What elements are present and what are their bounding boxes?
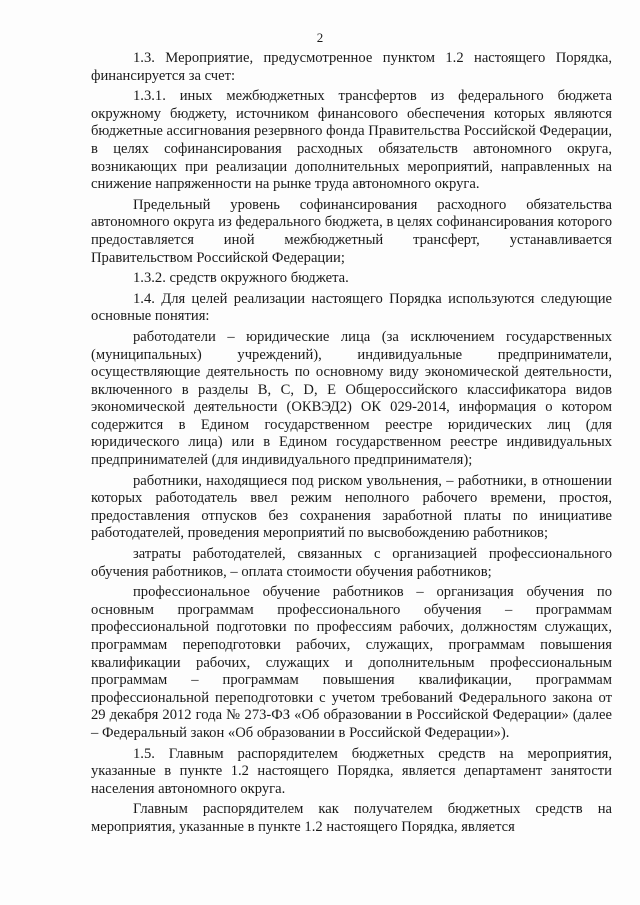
page-number: 2 [316, 30, 324, 45]
paragraph-1-4: 1.4. Для целей реализации настоящего Порядка используются следующие основные понятия: [91, 290, 612, 325]
paragraph-1-3-1: 1.3.1. иных межбюджетных трансфертов из федерального бюджета окружному бюджету, источником финансового обеспечения которых являются бюджетные ассигнования резервного фонда Правительства Российской Федерации, в целях софинансирования расходных обязательств автономного округа, возникающих при реализации дополнительных мероприятий, направленных на снижение напряженности на рынке труда автономного округа. [91, 88, 612, 193]
definition-workers-at-risk: работники, находящиеся под риском увольнения, – работники, в отношении которых работодатель ввел режим неполного рабочего времени, простоя, предоставления отпусков без сохранения заработной платы по инициативе работодателей, проведения мероприятий по высвобождению работников; [91, 472, 612, 542]
definition-employers: работодатели – юридические лица (за исключением государственных (муниципальных) учреждений), индивидуальные предприниматели, осуществляющие деятельность по основному виду экономической деятельности, включенного в разделы B, C, D, E Общероссийского классификатора видов экономической деятельности (ОКВЭД2) ОК 029-2014, информация о котором содержится в Едином государственном реестре юридических лиц (для юридического лица) или в Едином государственном реестре индивидуальных предпринимателей (для индивидуального предпринимателя); [91, 328, 612, 469]
paragraph-cofinancing-limit: Предельный уровень софинансирования расходного обязательства автономного округа из федерального бюджета, в целях софинансирования которого предоставляется иной межбюджетный трансферт, устанавливается Правительством Российской Федерации; [91, 196, 612, 266]
paragraph-main-recipient: Главным распорядителем как получателем бюджетных средств на мероприятия, указанные в пункте 1.2 настоящего Порядка, является [91, 801, 612, 835]
paragraph-1-5: 1.5. Главным распорядителем бюджетных средств на мероприятия, указанные в пункте 1.2 настоящего Порядка, является департамент занятости населения автономного округа. [91, 745, 612, 797]
paragraph-1-3: 1.3. Мероприятие, предусмотренное пунктом 1.2 настоящего Порядка, финансируется за счет: [91, 50, 612, 84]
document-body [91, 50, 612, 839]
definition-training-costs: затраты работодателей, связанных с организацией профессионального обучения работников, – оплата стоимости обучения работников; [91, 546, 612, 580]
definition-vocational-training: профессиональное обучение работников – организация обучения по основным программам профессионального обучения – программам профессиональной подготовки по профессиям рабочих, должностям служащих, программам переподготовки рабочих, служащих, программам повышения квалификации рабочих, служащих и дополнительным профессиональным программам – программам повышения квалификации, программам профессиональной переподготовки с учетом требований Федерального закона от 29 декабря 2012 года № 273-ФЗ «Об образовании в Российской Федерации» (далее – Федеральный закон «Об образовании в Российской Федерации»). [91, 584, 612, 741]
paragraph-1-3-2: 1.3.2. средств окружного бюджета. [133, 270, 349, 287]
